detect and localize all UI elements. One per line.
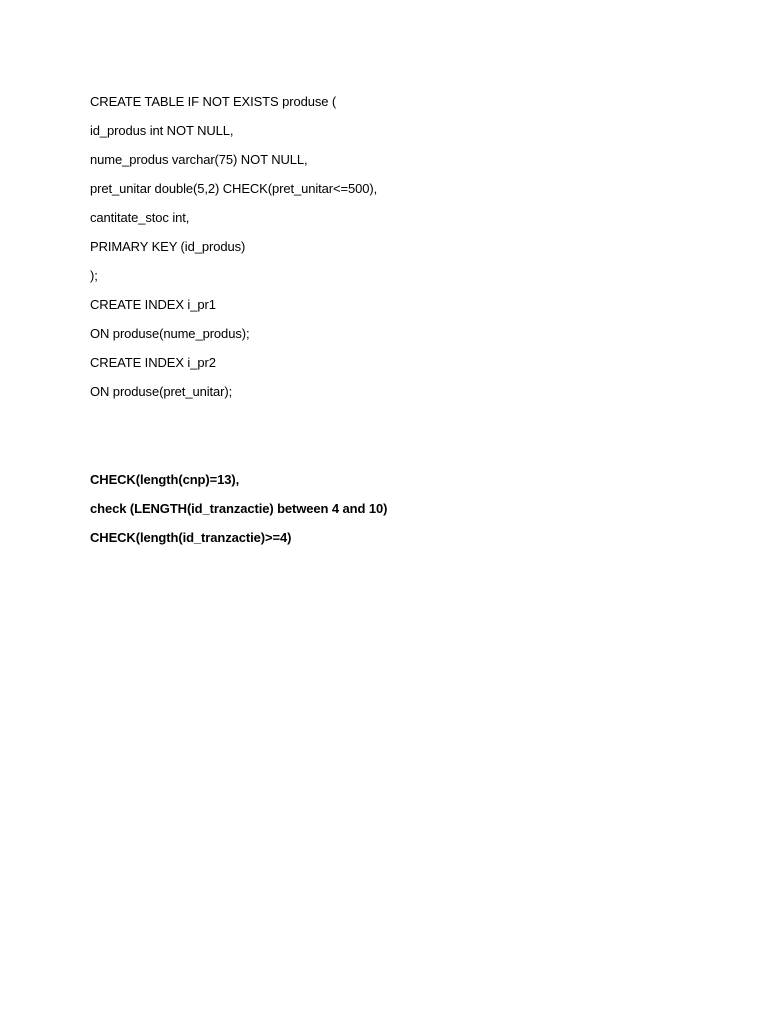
sql-create-statements — [90, 92, 377, 411]
sql-line-create-index-1: CREATE INDEX i_pr1 — [90, 297, 216, 312]
sql-line-on-produse-pret: ON produse(pret_unitar); — [90, 384, 233, 399]
sql-line-nume-produs: nume_produs varchar(75) NOT NULL, — [90, 152, 308, 167]
sql-line-primary-key: PRIMARY KEY (id_produs) — [90, 239, 246, 254]
check-line-cnp: CHECK(length(cnp)=13), — [90, 472, 240, 487]
sql-line-create-index-2: CREATE INDEX i_pr2 — [90, 355, 216, 370]
sql-line-on-produse-nume: ON produse(nume_produs); — [90, 326, 250, 341]
check-line-min-length: CHECK(length(id_tranzactie)>=4) — [90, 530, 292, 545]
sql-line-create-table: CREATE TABLE IF NOT EXISTS produse ( — [90, 94, 337, 109]
check-line-between: check (LENGTH(id_tranzactie) between 4 and 10) — [90, 501, 388, 516]
sql-line-cantitate-stoc: cantitate_stoc int, — [90, 210, 190, 225]
sql-line-pret-unitar: pret_unitar double(5,2) CHECK(pret_unitar<=500), — [90, 181, 378, 196]
sql-line-close-paren: ); — [90, 268, 98, 283]
sql-line-id-produs: id_produs int NOT NULL, — [90, 123, 234, 138]
check-constraints — [90, 470, 387, 557]
